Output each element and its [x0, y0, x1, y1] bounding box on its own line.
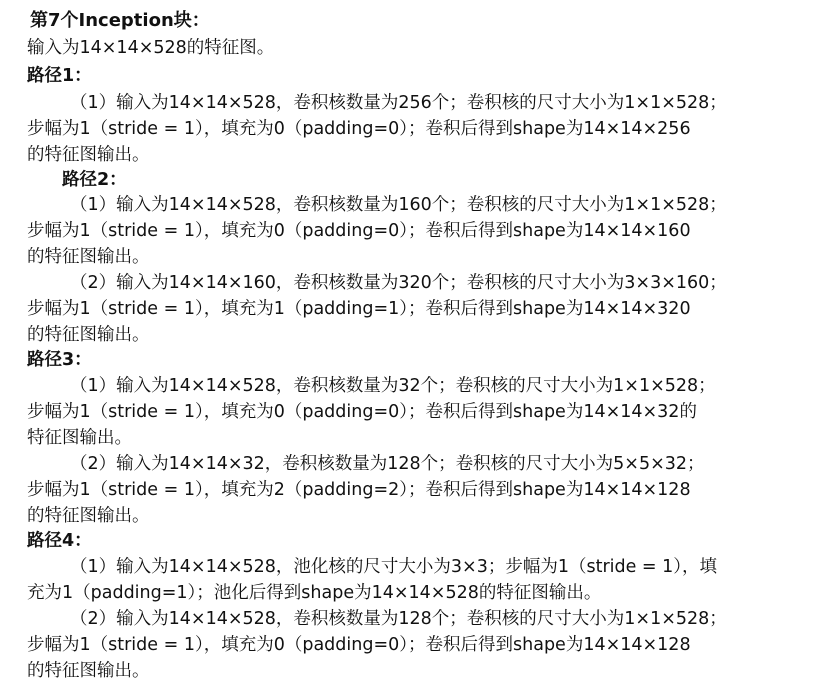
path-1-step-1-line-2: 步幅为1（stride = 1），填充为0（padding=0）；卷积后得到shape为14×14×256	[27, 119, 691, 139]
path-3-step-1-line-1: （1）输入为14×14×528，卷积核数量为32个；卷积核的尺寸大小为1×1×528；	[70, 376, 716, 396]
path-4-heading: 路径4：	[27, 531, 92, 551]
path-2-step-1-line-1: （1）输入为14×14×528，卷积核数量为160个；卷积核的尺寸大小为1×1×528；	[70, 195, 727, 215]
path-3-step-1-line-2: 步幅为1（stride = 1），填充为0（padding=0）；卷积后得到shape为14×14×32的	[27, 402, 697, 422]
path-1-step-1-line-3: 的特征图输出。	[27, 145, 150, 165]
path-3-step-2-line-3: 的特征图输出。	[27, 506, 150, 526]
path-2-heading: 路径2：	[62, 170, 127, 190]
path-1-step-1-line-1: （1）输入为14×14×528，卷积核数量为256个；卷积核的尺寸大小为1×1×528；	[70, 93, 727, 113]
path-1-heading: 路径1：	[27, 66, 92, 86]
path-2-step-2-line-1: （2）输入为14×14×160，卷积核数量为320个；卷积核的尺寸大小为3×3×160；	[70, 273, 727, 293]
path-4-step-2-line-2: 步幅为1（stride = 1），填充为0（padding=0）；卷积后得到shape为14×14×128	[27, 635, 691, 655]
path-4-step-2-line-1: （2）输入为14×14×528，卷积核数量为128个；卷积核的尺寸大小为1×1×528；	[70, 609, 727, 629]
page-title: 第7个Inception块：	[30, 10, 210, 31]
path-4-step-2-line-3: 的特征图输出。	[27, 661, 150, 681]
path-2-step-1-line-3: 的特征图输出。	[27, 247, 150, 267]
path-2-step-1-line-2: 步幅为1（stride = 1），填充为0（padding=0）；卷积后得到shape为14×14×160	[27, 221, 691, 241]
path-4-step-1-line-2: 充为1（padding=1）；池化后得到shape为14×14×528的特征图输出。	[27, 583, 602, 603]
path-3-heading: 路径3：	[27, 350, 92, 370]
path-3-step-1-line-3: 特征图输出。	[27, 428, 132, 448]
path-3-step-2-line-1: （2）输入为14×14×32，卷积核数量为128个；卷积核的尺寸大小为5×5×32；	[70, 454, 705, 474]
path-3-step-2-line-2: 步幅为1（stride = 1），填充为2（padding=2）；卷积后得到shape为14×14×128	[27, 480, 691, 500]
intro-text: 输入为14×14×528的特征图。	[27, 38, 275, 58]
path-4-step-1-line-1: （1）输入为14×14×528，池化核的尺寸大小为3×3；步幅为1（stride = 1），填	[70, 557, 718, 577]
path-2-step-2-line-3: 的特征图输出。	[27, 325, 150, 345]
path-2-step-2-line-2: 步幅为1（stride = 1），填充为1（padding=1）；卷积后得到shape为14×14×320	[27, 299, 691, 319]
